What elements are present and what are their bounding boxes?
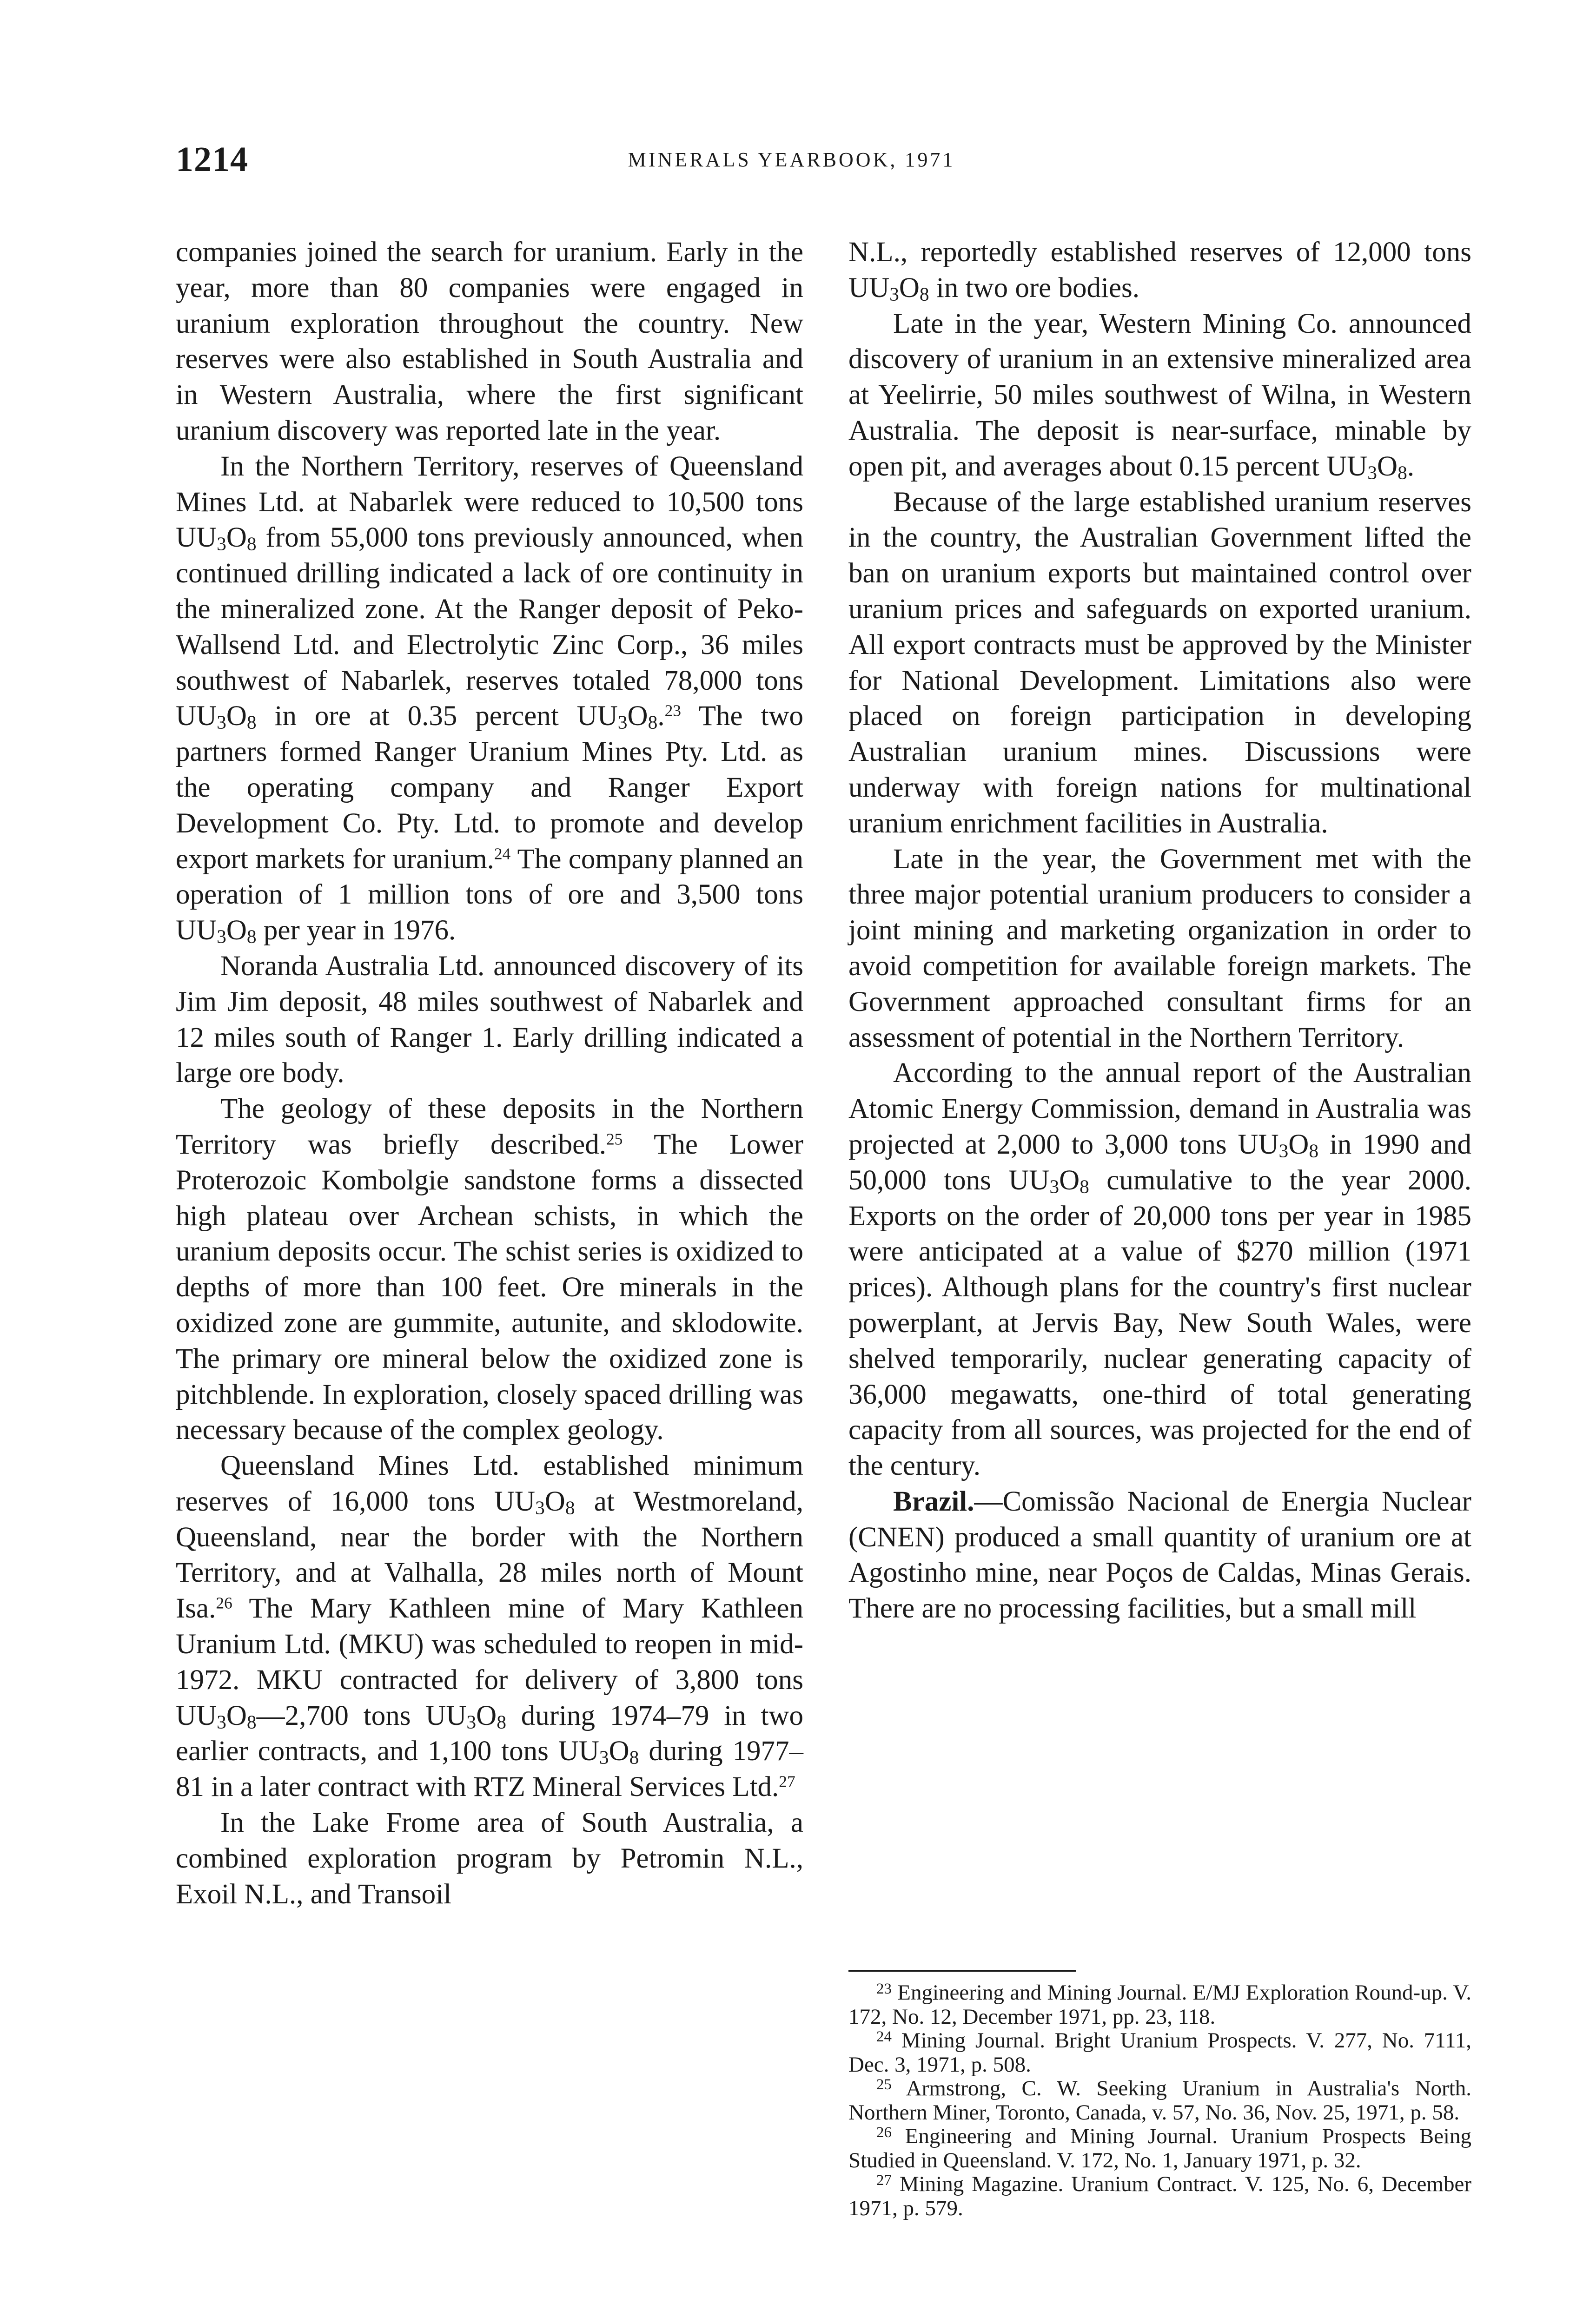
chem-symbol: U <box>597 700 618 732</box>
paragraph: Queensland Mines Ltd. established minimum reserves of 16,000 tons $UU_3O_8$ at Westmoreland, Queensland, near the border with the Northern Territory, and at Valhalla, 28 miles north of Mount Isa.$^{26}$ The Mary Kathleen mine of Mary Kathleen Uranium Ltd. (MKU) was scheduled to reopen in mid-1972. MKU contracted for delivery of 3,800 tons $UU_3O_8—2,700$ tons $UU_3O_8$ during 1974–79 in two earlier contracts, and 1,100 tons $UU_3O_8$ during 1977–81 in a later contract with RTZ Mineral Services Ltd.$^{27}$ <box>176 1450 804 1803</box>
chem-symbol: U <box>515 1486 536 1517</box>
section-run-in-heading: Brazil. <box>893 1486 974 1517</box>
paragraph: Late in the year, Western Mining Co. announced discovery of uranium in an extensive mineralized area at Yeelirrie, 50 miles southwest of Wilna, in Western Australia. The deposit is near-surface, minable by open pit, and averages about 0.15 percent $UU_3O_8$. <box>848 308 1471 483</box>
paragraph: According to the annual report of the Australian Atomic Energy Commission, demand in Australia was projected at 2,000 to 3,000 tons $UU_3O_8$ in 1990 and 50,000 tons $UU_3O_8$ cumulative to the year 2000. Exports on the order of 20,000 tons per year in 1985 were anticipated at a value of $270 million (1971 prices). Although plans for the country's first nuclear powerplant, at Jervis Bay, New South Wales, were shelved temporarily, nuclear generating capacity of 36,000 megawatts, one-third of total generating capacity from all sources, was projected for the end of the century. <box>848 1057 1471 1482</box>
footnote: $^{24}$ Mining Journal. Bright Uranium Prospects. V. 277, No. 7111, Dec. 3, 1971, p. 508. <box>848 2028 1471 2077</box>
paragraph: N.L., reportedly established reserves of 12,000 tons $UU_3O_8$ in two ore bodies. <box>848 237 1471 305</box>
left-column <box>176 235 803 1912</box>
chem-symbol: U <box>196 522 217 554</box>
footnote: $^{23}$ Engineering and Mining Journal. E/MJ Exploration Round-up. V. 172, No. 12, December 1971, pp. 23, 118. <box>848 1980 1471 2029</box>
chem-symbol: U <box>1347 450 1368 482</box>
footnote: $^{26}$ Engineering and Mining Journal. Uranium Prospects Being Studied in Queensland. V. 172, No. 1, January 1971, p. 32. <box>848 2124 1471 2172</box>
footnote-ref: 25 <box>606 1129 623 1149</box>
page-number: 1214 <box>176 140 248 179</box>
chem-symbol: U <box>196 700 217 732</box>
paragraph: Because of the large established uranium reserves in the country, the Australian Government lifted the ban on uranium exports but maintained control over uranium prices and safeguards on exported uranium. All export contracts must be approved by the Minister for National Development. Limitations also were placed on foreign participation in developing Australian uranium mines. Discussions were underway with foreign nations for multinational uranium enrichment facilities in Australia. <box>848 486 1471 839</box>
right-column <box>848 235 1471 1627</box>
footnote-ref: 23 <box>664 701 681 720</box>
paragraph: In the Northern Territory, reserves of Queensland Mines Ltd. at Nabarlek were reduced to 10,500 tons $UU_3O_8$ from 55,000 tons previously announced, when continued drilling indicated a lack of ore continuity in the mineralized zone. At the Ranger deposit of Peko-Wallsend Ltd. and Electrolytic Zinc Corp., 36 miles southwest of Nabarlek, reserves totaled 78,000 tons $UU_3O_8$ in ore at 0.35 percent $UU_3O_8.^{23}$ The two partners formed Ranger Uranium Mines Pty. Ltd. as the operating company and Ranger Export Development Co. Pty. Ltd. to promote and develop export markets for uranium.$^{24}$ The company planned an operation of 1 million tons of ore and 3,500 tons $UU_3O_8$ per year in 1976. <box>176 450 803 947</box>
paragraph: companies joined the search for uranium. Early in the year, more than 80 companies were engaged in uranium exploration throughout the country. New reserves were also established in South Australia and in Western Australia, where the first significant uranium discovery was reported late in the year. <box>176 237 803 446</box>
chem-symbol: U <box>1029 1164 1050 1196</box>
footnotes <box>848 1981 1471 2220</box>
chem-symbol: U <box>578 1736 599 1767</box>
footnote-rule <box>848 1970 1076 1972</box>
running-head: MINERALS YEARBOOK, 1971 <box>628 148 955 171</box>
chem-symbol: U <box>196 1700 217 1731</box>
footnote: $^{27}$ Mining Magazine. Uranium Contract. V. 125, No. 6, December 1971, p. 579. <box>848 2172 1471 2220</box>
chem-symbol: U <box>196 915 217 946</box>
footnote: $^{25}$ Armstrong, C. W. Seeking Uranium in Australia's North. Northern Miner, Toronto, Canada, v. 57, No. 36, Nov. 25, 1971, p. 58. <box>848 2076 1471 2125</box>
footnote-ref: 24 <box>494 844 511 863</box>
paragraph: Late in the year, the Government met with the three major potential uranium producers to consider a joint mining and marketing organization in order to avoid competition for available foreign markets. The Government approached consultant firms for an assessment of potential in the Northern Territory. <box>848 843 1471 1053</box>
paragraph: Noranda Australia Ltd. announced discovery of its Jim Jim deposit, 48 miles southwest of Nabarlek and 12 miles south of Ranger 1. Early drilling indicated a large ore body. <box>176 950 803 1089</box>
chem-symbol: U <box>1258 1129 1279 1160</box>
footnote-ref: 26 <box>216 1593 232 1612</box>
chem-symbol: U <box>446 1700 467 1731</box>
paragraph-brazil: Brazil.—Comissão Nacional de Energia Nuclear (CNEN) produced a small quantity of uranium ore at Agostinho mine, near Poços de Caldas, Minas Gerais. There are no processing facilities, but a small mill <box>848 1486 1471 1624</box>
footnote-ref: 27 <box>779 1772 795 1791</box>
paragraph: In the Lake Frome area of South Australia, a combined exploration program by Petromin N.L., Exoil N.L., and Transoil <box>176 1807 803 1910</box>
chem-symbol: U <box>869 272 890 304</box>
paragraph: The geology of these deposits in the Northern Territory was briefly described.$^{25}$ The Lower Proterozoic Kombolgie sandstone forms a dissected high plateau over Archean schists, in which the uranium deposits occur. The schist series is oxidized to depths of more than 100 feet. Ore minerals in the oxidized zone are gummite, autunite, and sklodowite. The primary ore mineral below the oxidized zone is pitchblende. In exploration, closely spaced drilling was necessary because of the complex geology. <box>176 1093 803 1446</box>
